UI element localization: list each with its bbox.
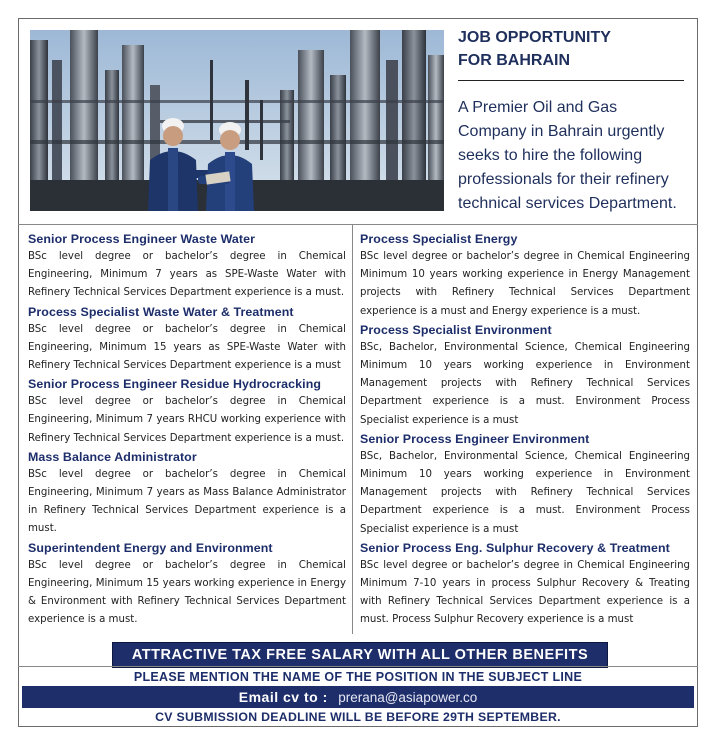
- job-listing: [360, 430, 690, 539]
- job-listing: [28, 230, 346, 303]
- salary-banner: ATTRACTIVE TAX FREE SALARY WITH ALL OTHER BENEFITS: [112, 642, 608, 668]
- title-divider: [458, 80, 684, 81]
- job-listing: [28, 303, 346, 376]
- job-title: Process Specialist Energy: [360, 232, 518, 246]
- job-title: Senior Process Engineer Environment: [360, 431, 590, 446]
- job-description: BSc level degree or bachelor’s degree in Chemical Engineering Minimum 10 years working experience in Energy Management projects with Refinery Technical Services Department experience is a must and Energy experience is a must.: [360, 251, 690, 317]
- job-description: BSc level degree or bachelor’s degree in Chemical Engineering, Minimum 7 years as SPE-Waste Water with Refinery Technical Services Department experience is a must.: [28, 251, 346, 299]
- right-job-column: [360, 230, 690, 630]
- job-listing: [28, 539, 346, 630]
- job-description: BSc, Bachelor, Environmental Science, Chemical Engineering Minimum 10 years working experience in Environment Management projects with Refinery Technical Services Department experience is a must. Environment Process Specialist experience is a must: [360, 450, 690, 535]
- job-description: BSc level degree or bachelor’s degree in Chemical Engineering, Minimum 15 years as SPE-Waste Water with Refinery Technical Services Department experience is a must: [28, 323, 346, 372]
- job-listing: [28, 375, 346, 448]
- job-description: BSc, Bachelor, Environmental Science, Chemical Engineering Minimum 10 years working experience in Environment Management projects with Refinery Technical Services Department experience is a must. Environment Process Specialist experience is a must: [360, 341, 690, 426]
- job-listing: [360, 539, 690, 630]
- email-address-link[interactable]: prerana@asiapower.co: [338, 690, 478, 705]
- job-listing: [360, 230, 690, 321]
- email-label: Email cv to :: [238, 689, 328, 705]
- job-title: Superintendent Energy and Environment: [28, 540, 273, 555]
- title-line-1: JOB OPPORTUNITY: [458, 29, 611, 46]
- intro-text: A Premier Oil and Gas Company in Bahrain urgently seeks to hire the following professionals for their refinery technical services Department.: [458, 99, 677, 212]
- subject-line-note: PLEASE MENTION THE NAME OF THE POSITION IN THE SUBJECT LINE: [18, 666, 698, 685]
- job-title: Mass Balance Administrator: [28, 449, 197, 464]
- job-description: BSc level degree or bachelor’s degree in Chemical Engineering Minimum 7-10 years in process Sulphur Recovery & Treating with Refinery Technical Services Department experience is a must. Process Sulphur Recovery experience is a must: [360, 559, 690, 626]
- job-listing: [360, 321, 690, 430]
- section-divider: [18, 224, 698, 225]
- left-job-column: [28, 230, 346, 629]
- refinery-workers-photo: [30, 30, 444, 211]
- page-title: [458, 26, 688, 72]
- job-title: Senior Process Eng. Sulphur Recovery & Treatment: [360, 540, 670, 555]
- job-description: BSc level degree or bachelor’s degree in Chemical Engineering, Minimum 7 years as Mass Balance Administrator in Refinery Technical Services Department experience is a must.: [28, 468, 346, 535]
- submission-deadline: CV SUBMISSION DEADLINE WILL BE BEFORE 29TH SEPTEMBER.: [155, 710, 561, 724]
- job-description: BSc level degree or bachelor’s degree in Chemical Engineering, Minimum 7 years RHCU working experience with Refinery Technical Services Department experience is a must.: [28, 396, 346, 444]
- email-bar: [22, 686, 694, 708]
- job-title: Senior Process Engineer Residue Hydrocracking: [28, 377, 322, 392]
- column-divider: [352, 224, 353, 634]
- job-title: Senior Process Engineer Waste Water: [28, 232, 256, 246]
- job-title: Process Specialist Environment: [360, 322, 552, 337]
- job-listing: [28, 448, 346, 539]
- job-description: BSc level degree or bachelor’s degree in Chemical Engineering, Minimum 15 years working experience in Energy & Environment with Refinery Technical Services Department experience is a must.: [28, 559, 346, 626]
- job-title: Process Specialist Waste Water & Treatment: [28, 304, 294, 319]
- title-line-2: FOR BAHRAIN: [458, 52, 570, 69]
